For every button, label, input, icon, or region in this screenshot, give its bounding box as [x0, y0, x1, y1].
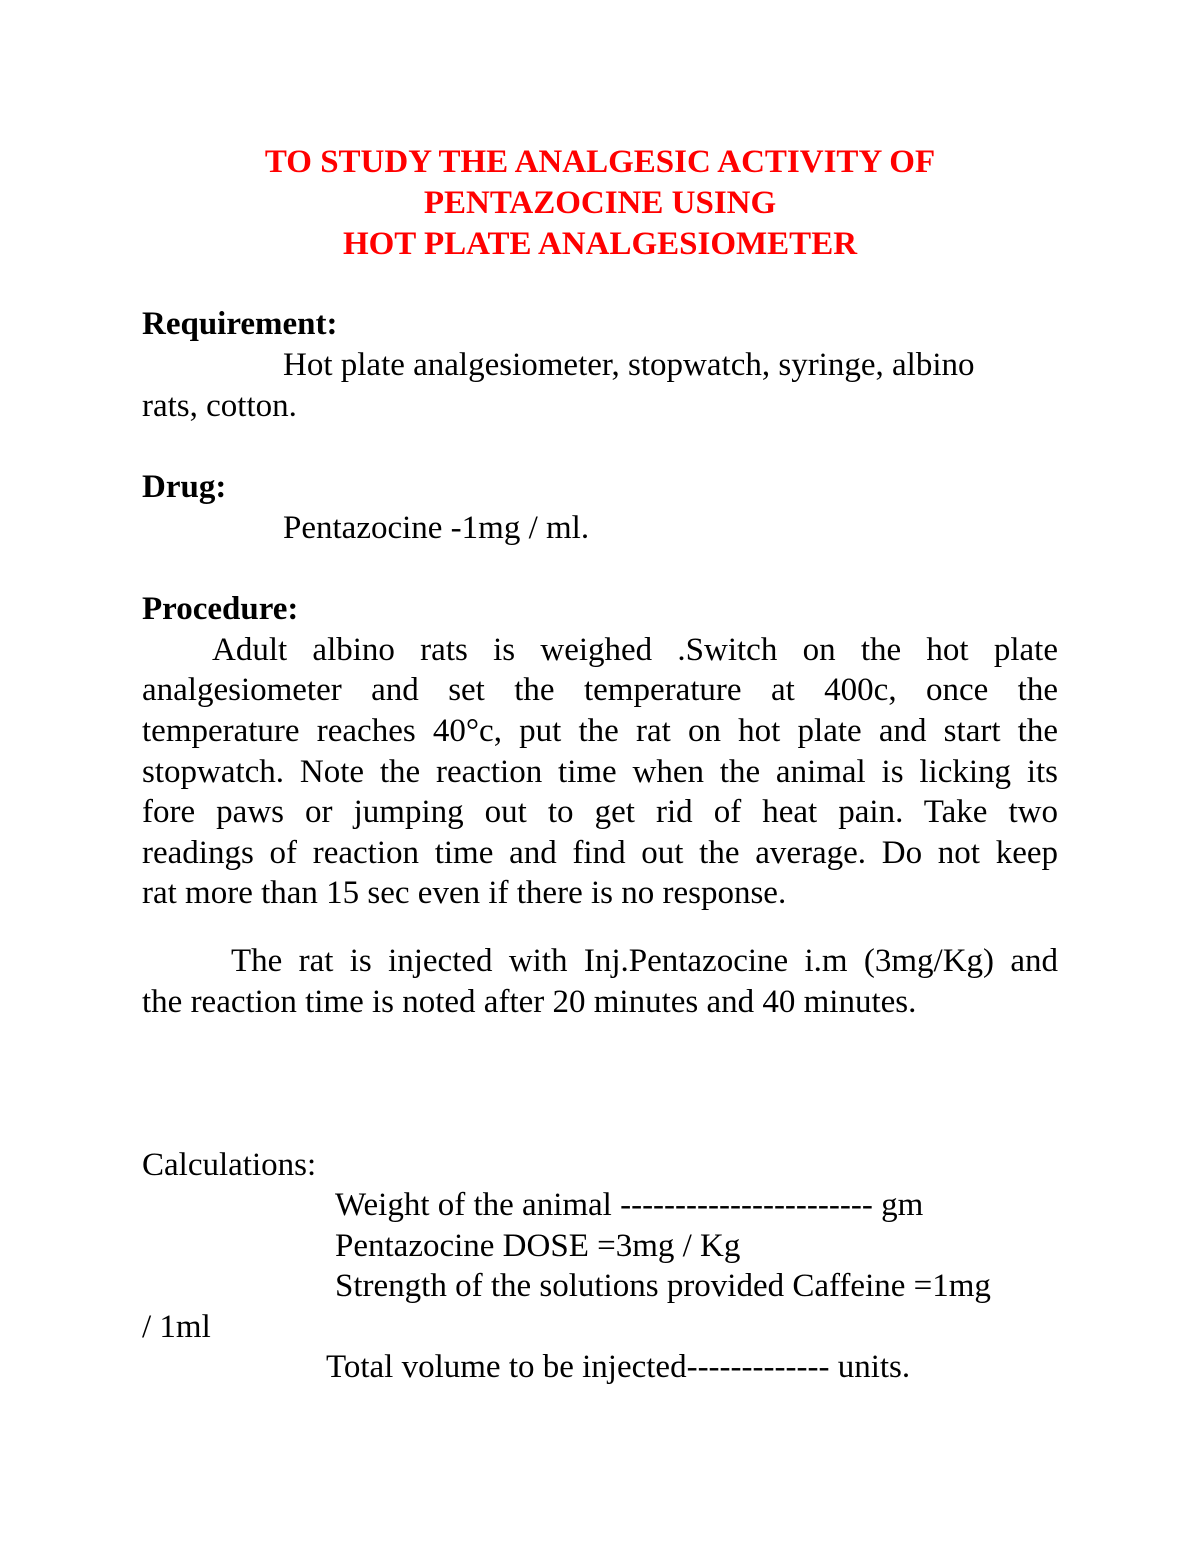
- procedure-line: analgesiometer and set the temperature at 400c, once the: [142, 672, 1058, 708]
- drug-heading: Drug:: [142, 469, 227, 505]
- title-line-2: PENTAZOCINE USING: [423, 185, 777, 221]
- procedure-line: readings of reaction time and find out the average. Do not keep: [142, 835, 1058, 871]
- requirement-heading: Requirement:: [142, 306, 338, 342]
- requirement-text-line-1: Hot plate analgesiometer, stopwatch, syringe, albino: [283, 347, 975, 383]
- calculations-dose: Pentazocine DOSE =3mg / Kg: [335, 1228, 741, 1264]
- procedure-line: fore paws or jumping out to get rid of heat pain. Take two: [142, 794, 1058, 830]
- procedure-line: Adult albino rats is weighed .Switch on the hot plate: [212, 632, 1058, 668]
- procedure-line: stopwatch. Note the reaction time when the animal is licking its: [142, 754, 1058, 790]
- requirement-text-line-2: rats, cotton.: [142, 388, 297, 424]
- drug-text: Pentazocine -1mg / ml.: [283, 510, 590, 546]
- title-line-3: HOT PLATE ANALGESIOMETER: [342, 226, 858, 262]
- procedure-line: rat more than 15 sec even if there is no response.: [142, 875, 787, 911]
- calculations-weight: Weight of the animal ----------------------- gm: [335, 1187, 924, 1223]
- calculations-total-volume: Total volume to be injected------------- units.: [326, 1349, 911, 1385]
- calculations-strength: Strength of the solutions provided Caffeine =1mg: [335, 1268, 991, 1304]
- procedure-line: the reaction time is noted after 20 minutes and 40 minutes.: [142, 984, 917, 1020]
- title-line-1: TO STUDY THE ANALGESIC ACTIVITY OF: [264, 144, 936, 180]
- calculations-strength-continued: / 1ml: [142, 1309, 211, 1345]
- calculations-heading: Calculations:: [142, 1147, 317, 1183]
- procedure-heading: Procedure:: [142, 591, 299, 627]
- procedure-line: The rat is injected with Inj.Pentazocine i.m (3mg/Kg) and: [231, 943, 1058, 979]
- procedure-line: temperature reaches 40°c, put the rat on hot plate and start the: [142, 713, 1058, 749]
